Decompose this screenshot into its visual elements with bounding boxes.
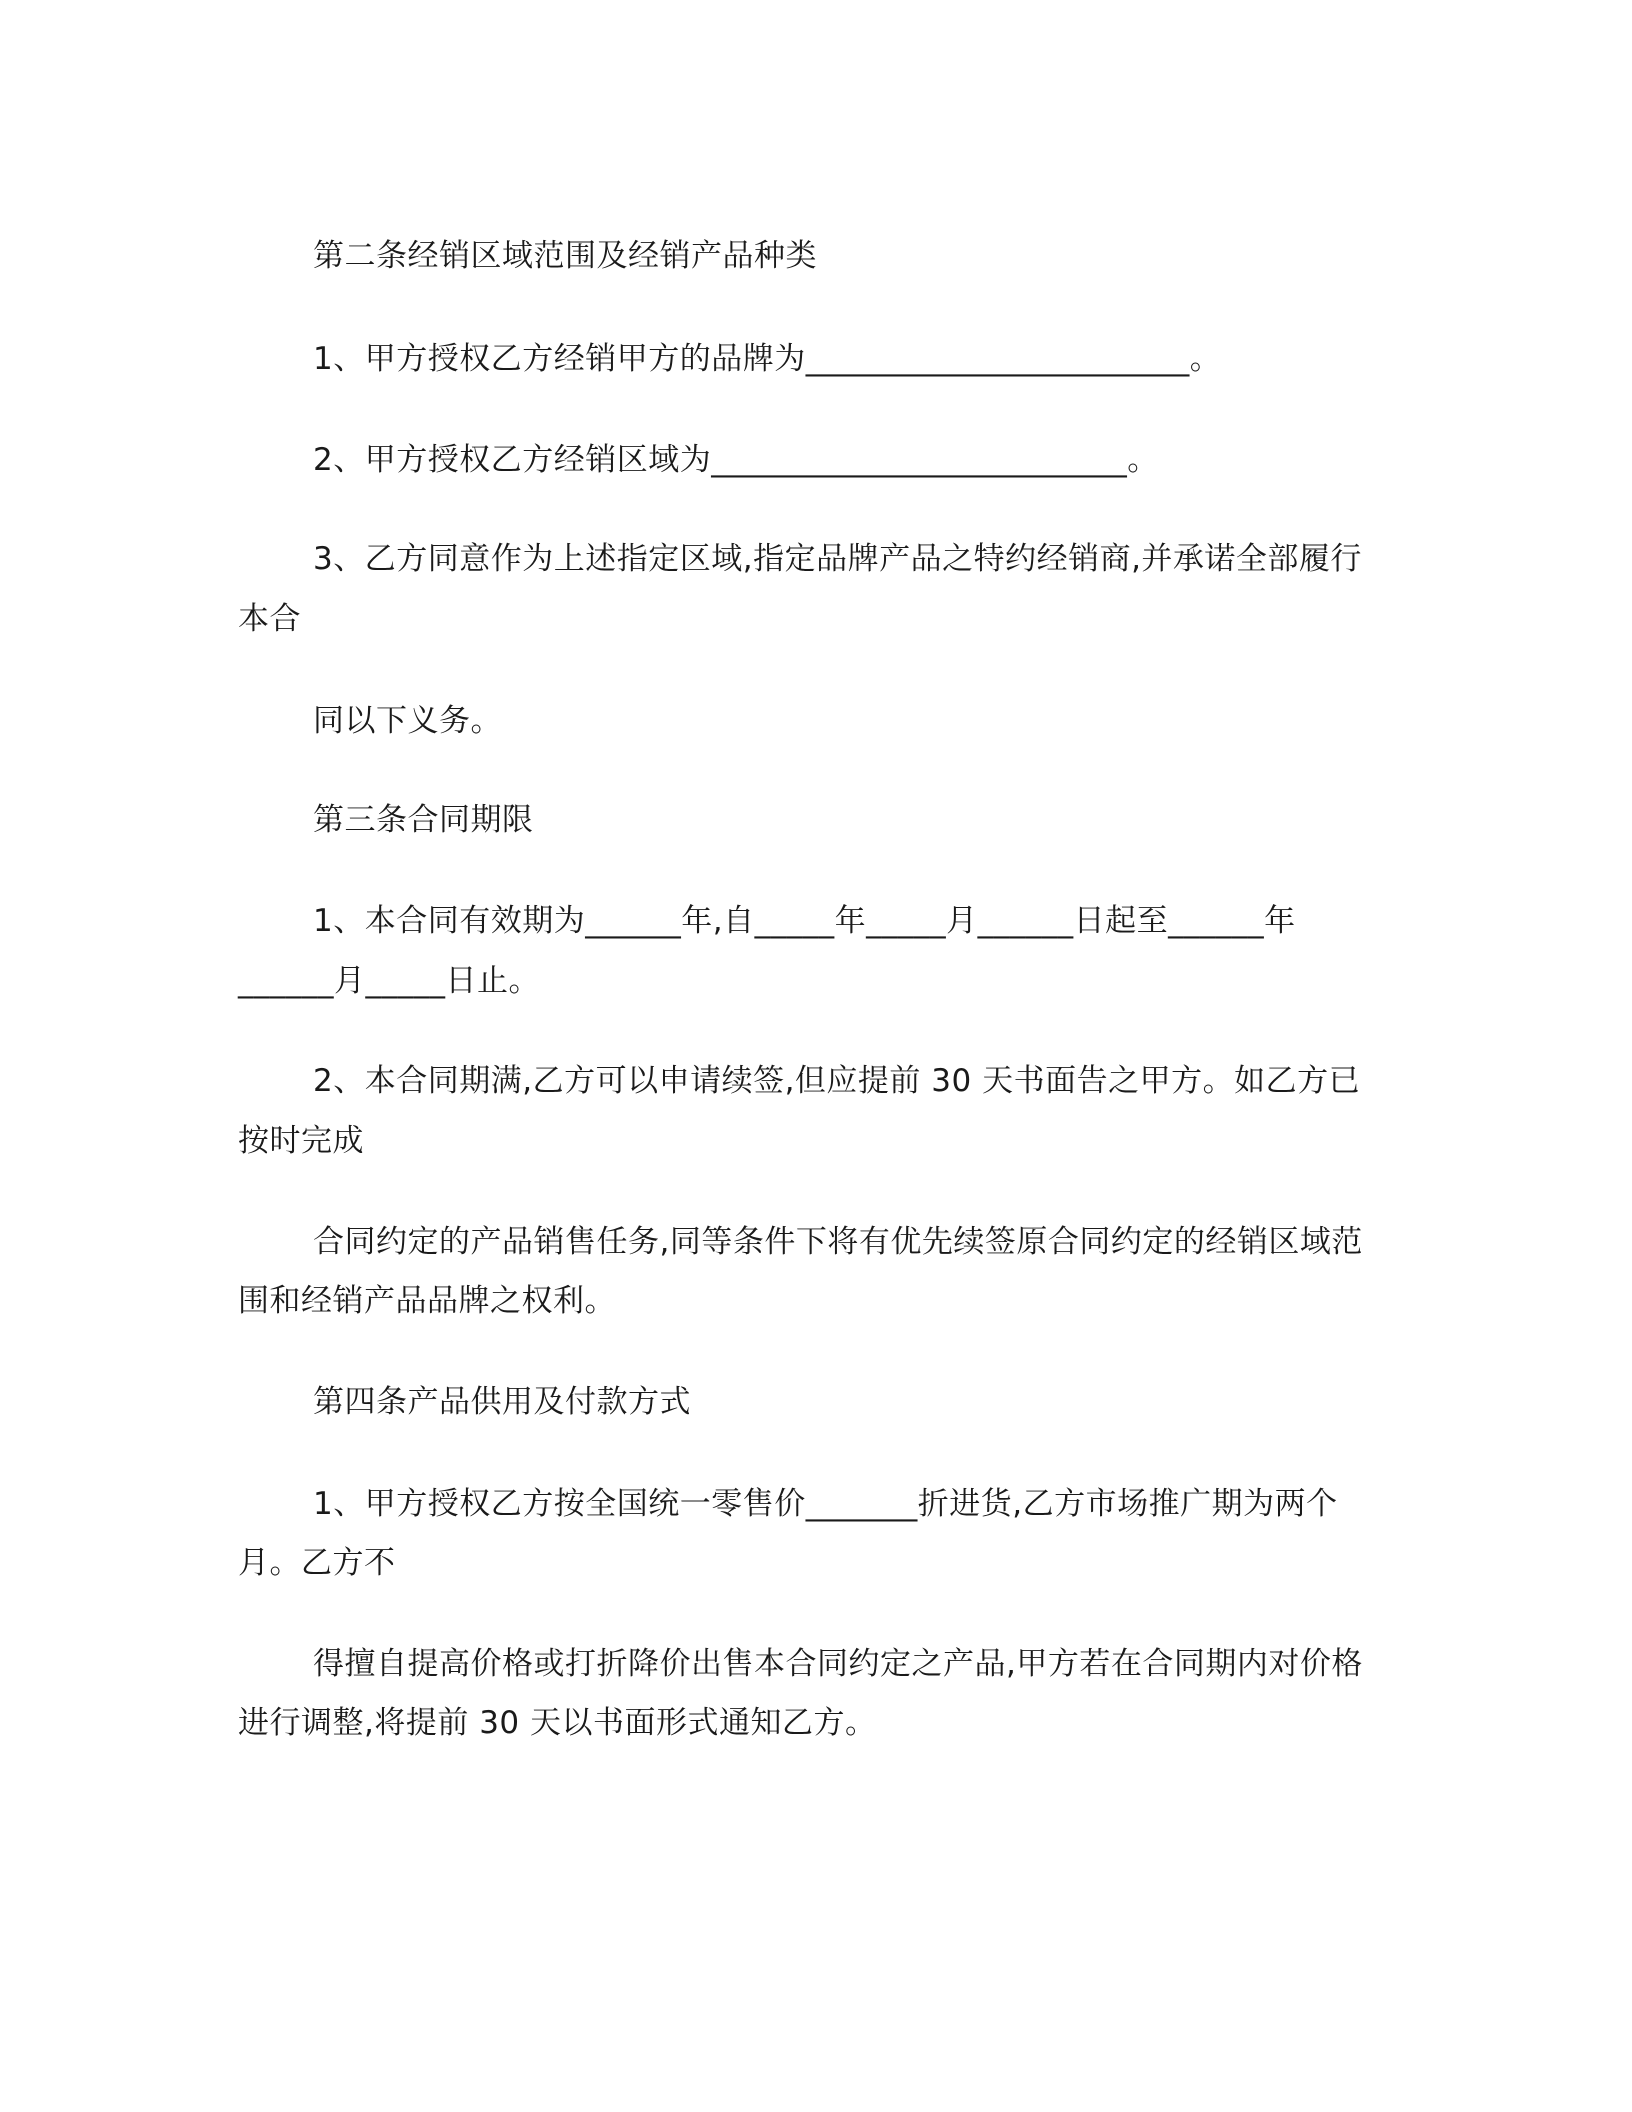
article2-heading: 第二条经销区域范围及经销产品种类 xyxy=(313,238,817,274)
article3-item1-line1: 1、本合同有效期为______年,自_____年_____月______日起至______年 xyxy=(313,903,1296,939)
article4-heading: 第四条产品供用及付款方式 xyxy=(313,1384,691,1420)
article2-item1: 1、甲方授权乙方经销甲方的品牌为________________________。 xyxy=(313,341,1222,377)
article3-item1-line2: ______月_____日止。 xyxy=(238,963,540,999)
article4-item1-line1: 1、甲方授权乙方按全国统一零售价_______折进货,乙方市场推广期为两个 xyxy=(313,1486,1338,1522)
article3-item2-line2: 按时完成 xyxy=(238,1123,364,1159)
article3-heading: 第三条合同期限 xyxy=(313,802,534,838)
article3-item2-line1: 2、本合同期满,乙方可以申请续签,但应提前 30 天书面告之甲方。如乙方已 xyxy=(313,1063,1361,1099)
article2-item3-line2: 本合 xyxy=(238,601,301,637)
article4-item1-line2: 月。乙方不 xyxy=(238,1545,396,1581)
article3-item2-line3: 合同约定的产品销售任务,同等条件下将有优先续签原合同约定的经销区域范 xyxy=(313,1224,1363,1260)
article2-item2: 2、甲方授权乙方经销区域为__________________________。 xyxy=(313,442,1159,478)
article3-item2-line4: 围和经销产品品牌之权利。 xyxy=(238,1283,616,1319)
article4-item1-line3: 得擅自提高价格或打折降价出售本合同约定之产品,甲方若在合同期内对价格 xyxy=(313,1646,1363,1682)
article4-item1-line4: 进行调整,将提前 30 天以书面形式通知乙方。 xyxy=(238,1705,877,1741)
article2-item3-line1: 3、乙方同意作为上述指定区域,指定品牌产品之特约经销商,并承诺全部履行 xyxy=(313,541,1362,577)
article2-item3-line3: 同以下义务。 xyxy=(313,703,502,739)
